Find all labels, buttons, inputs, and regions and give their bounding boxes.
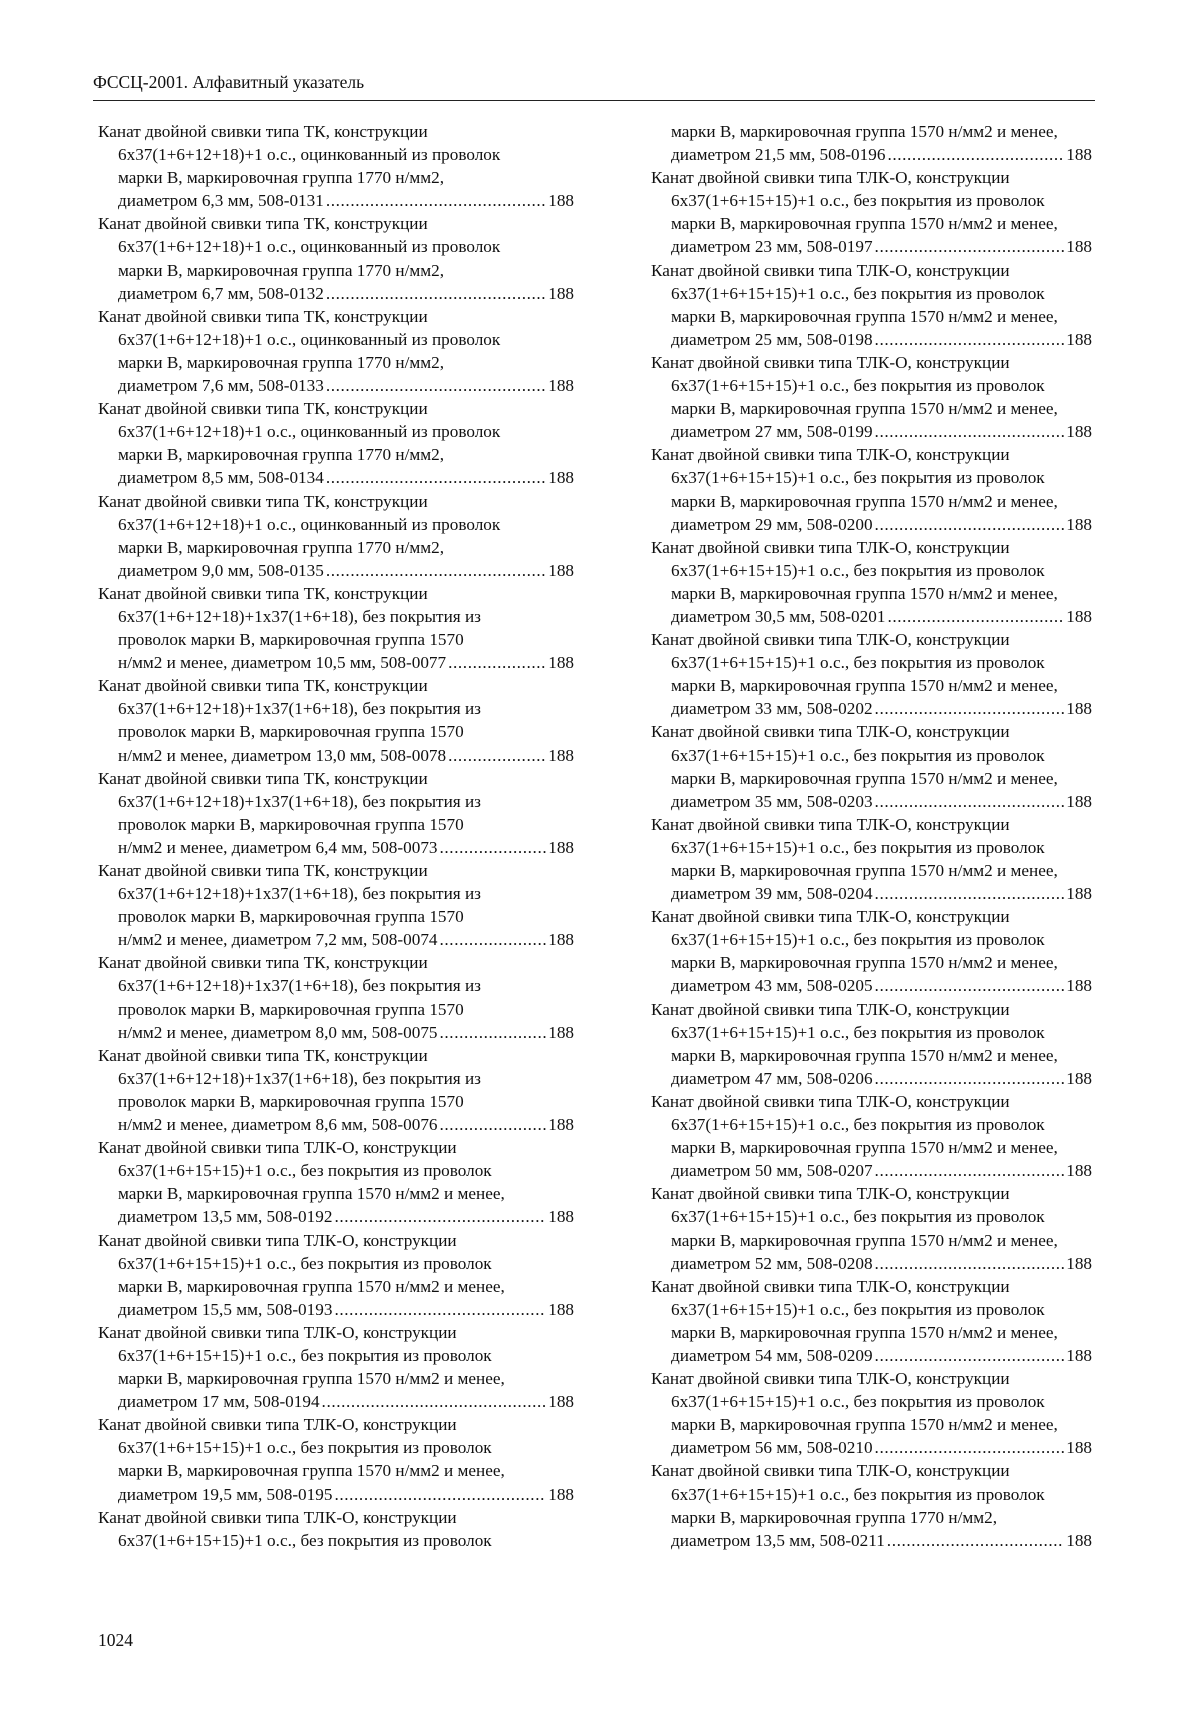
entry-line: 6х37(1+6+15+15)+1 о.с., без покрытия из проволок xyxy=(118,1161,492,1181)
entry-title-line: Канат двойной свивки типа ТЛК-О, конструкции xyxy=(98,1230,457,1250)
entry-line: 6х37(1+6+12+18)+1 о.с., оцинкованный из проволок xyxy=(118,145,501,165)
entry-line xyxy=(651,513,1092,536)
dot-leader xyxy=(440,1113,547,1136)
index-entry xyxy=(651,351,1092,443)
entry-page-ref: 188 xyxy=(548,1299,574,1319)
entry-title-line: Канат двойной свивки типа ТЛК-О, конструкции xyxy=(651,1369,1010,1389)
entry-line: 6х37(1+6+15+15)+1 о.с., без покрытия из проволок xyxy=(671,468,1045,488)
index-entry xyxy=(98,490,574,582)
entry-title-line: Канат двойной свивки типа ТЛК-О, конструкции xyxy=(651,1461,1010,1481)
dot-leader xyxy=(448,651,546,674)
dot-leader xyxy=(875,1252,1065,1275)
entry-page-ref: 188 xyxy=(1066,1161,1092,1181)
entry-page-ref: 188 xyxy=(548,191,574,211)
entry-line-text: н/мм2 и менее, диаметром 8,6 мм, 508-0076 xyxy=(118,1115,438,1135)
entry-title-line: Канат двойной свивки типа ТЛК-О, конструкции xyxy=(651,260,1010,280)
entry-title-line: Канат двойной свивки типа ТЛК-О, конструкции xyxy=(651,999,1010,1019)
entry-page-ref: 188 xyxy=(1066,1068,1092,1088)
entry-line xyxy=(98,651,574,674)
entry-line: марки В, маркировочная группа 1770 н/мм2, xyxy=(118,445,445,465)
entry-line xyxy=(651,235,1092,258)
entry-line-text: н/мм2 и менее, диаметром 10,5 мм, 508-0077 xyxy=(118,653,447,673)
entry-line: 6х37(1+6+15+15)+1 о.с., без покрытия из проволок xyxy=(671,191,1045,211)
entry-title-line: Канат двойной свивки типа ТК, конструкции xyxy=(98,491,428,511)
entry-line-text: н/мм2 и менее, диаметром 6,4 мм, 508-0073 xyxy=(118,837,438,857)
dot-leader xyxy=(887,1529,1064,1552)
entry-title-line: Канат двойной свивки типа ТЛК-О, конструкции xyxy=(651,814,1010,834)
entry-line: 6х37(1+6+15+15)+1 о.с., без покрытия из проволок xyxy=(118,1253,492,1273)
dot-leader xyxy=(887,605,1064,628)
entry-line-text: диаметром 52 мм, 508-0208 xyxy=(671,1253,873,1273)
index-entry xyxy=(98,397,574,489)
entry-title-line: Канат двойной свивки типа ТК, конструкции xyxy=(98,953,428,973)
index-entry xyxy=(98,120,574,212)
entry-line-text: диаметром 6,3 мм, 508-0131 xyxy=(118,191,324,211)
entry-title-line: Канат двойной свивки типа ТК, конструкции xyxy=(98,122,428,141)
dot-leader xyxy=(875,420,1065,443)
entry-line xyxy=(98,1298,574,1321)
entry-line: марки В, маркировочная группа 1570 н/мм2 и менее, xyxy=(671,1138,1058,1158)
entry-line xyxy=(651,1436,1092,1459)
entry-line: марки В, маркировочная группа 1570 н/мм2 и менее, xyxy=(671,122,1058,141)
entry-line-text: диаметром 39 мм, 508-0204 xyxy=(671,884,873,904)
entry-line: проволок марки В, маркировочная группа 1570 xyxy=(118,999,464,1019)
entry-line-text: диаметром 27 мм, 508-0199 xyxy=(671,422,873,442)
entry-page-ref: 188 xyxy=(1066,514,1092,534)
entry-line-text: диаметром 8,5 мм, 508-0134 xyxy=(118,468,324,488)
dot-leader xyxy=(326,559,546,582)
entry-line xyxy=(98,189,574,212)
entry-page-ref: 188 xyxy=(1066,1345,1092,1365)
dot-leader xyxy=(440,836,547,859)
index-entry xyxy=(651,905,1092,997)
entry-line xyxy=(98,1021,574,1044)
entry-line: проволок марки В, маркировочная группа 1570 xyxy=(118,907,464,927)
entry-line xyxy=(98,1113,574,1136)
entry-page-ref: 188 xyxy=(548,376,574,396)
entry-line: марки В, маркировочная группа 1570 н/мм2 и менее, xyxy=(671,1322,1058,1342)
index-entry xyxy=(98,582,574,674)
entry-title-line: Канат двойной свивки типа ТК, конструкции xyxy=(98,214,428,234)
entry-line-text: диаметром 54 мм, 508-0209 xyxy=(671,1345,873,1365)
index-entry xyxy=(651,1182,1092,1274)
entry-title-line: Канат двойной свивки типа ТК, конструкции xyxy=(98,676,428,696)
entry-line xyxy=(98,1205,574,1228)
index-entry xyxy=(651,120,1092,166)
dot-leader xyxy=(326,282,546,305)
entry-line: 6х37(1+6+12+18)+1 о.с., оцинкованный из проволок xyxy=(118,422,501,442)
index-entry xyxy=(651,720,1092,812)
entry-line: марки В, маркировочная группа 1570 н/мм2 и менее, xyxy=(671,583,1058,603)
entry-page-ref: 188 xyxy=(548,1115,574,1135)
dot-leader xyxy=(326,189,546,212)
entry-line-text: диаметром 7,6 мм, 508-0133 xyxy=(118,376,324,396)
header-title: ФССЦ-2001. Алфавитный указатель xyxy=(93,72,365,92)
entry-line xyxy=(651,1344,1092,1367)
entry-line: марки В, маркировочная группа 1770 н/мм2, xyxy=(118,168,445,188)
entry-line: 6х37(1+6+12+18)+1х37(1+6+18), без покрытия из xyxy=(118,1068,481,1088)
entry-line: 6х37(1+6+15+15)+1 о.с., без покрытия из проволок xyxy=(671,376,1045,396)
index-entry xyxy=(651,813,1092,905)
entry-line: 6х37(1+6+12+18)+1х37(1+6+18), без покрытия из xyxy=(118,884,481,904)
entry-line: 6х37(1+6+15+15)+1 о.с., без покрытия из проволок xyxy=(118,1438,492,1458)
entry-line-text: диаметром 30,5 мм, 508-0201 xyxy=(671,606,886,626)
entry-line: 6х37(1+6+15+15)+1 о.с., без покрытия из проволок xyxy=(671,1299,1045,1319)
page-number: 1024 xyxy=(98,1630,133,1650)
entry-line xyxy=(651,143,1092,166)
index-entry xyxy=(98,859,574,951)
index-entry xyxy=(98,1506,574,1552)
entry-line: 6х37(1+6+15+15)+1 о.с., без покрытия из проволок xyxy=(671,1207,1045,1227)
index-entry xyxy=(98,1136,574,1228)
entry-line: 6х37(1+6+12+18)+1х37(1+6+18), без покрытия из xyxy=(118,976,481,996)
entry-line: 6х37(1+6+15+15)+1 о.с., без покрытия из проволок xyxy=(118,1345,492,1365)
entry-line-text: диаметром 13,5 мм, 508-0211 xyxy=(671,1530,885,1550)
entry-page-ref: 188 xyxy=(548,837,574,857)
entry-page-ref: 188 xyxy=(548,1484,574,1504)
entry-line-text: н/мм2 и менее, диаметром 13,0 мм, 508-0078 xyxy=(118,745,447,765)
entry-line-text: диаметром 47 мм, 508-0206 xyxy=(671,1068,873,1088)
dot-leader xyxy=(875,790,1065,813)
entry-title-line: Канат двойной свивки типа ТЛК-О, конструкции xyxy=(651,537,1010,557)
entry-line: 6х37(1+6+15+15)+1 о.с., без покрытия из проволок xyxy=(671,560,1045,580)
entry-line-text: диаметром 21,5 мм, 508-0196 xyxy=(671,145,886,165)
entry-line: 6х37(1+6+12+18)+1 о.с., оцинкованный из проволок xyxy=(118,514,501,534)
entry-page-ref: 188 xyxy=(548,560,574,580)
entry-line: 6х37(1+6+12+18)+1х37(1+6+18), без покрытия из xyxy=(118,606,481,626)
entry-title-line: Канат двойной свивки типа ТЛК-О, конструкции xyxy=(651,352,1010,372)
entry-line xyxy=(651,420,1092,443)
entry-line xyxy=(651,1067,1092,1090)
entry-page-ref: 188 xyxy=(1066,329,1092,349)
entry-page-ref: 188 xyxy=(1066,145,1092,165)
entry-line-text: диаметром 6,7 мм, 508-0132 xyxy=(118,283,324,303)
index-column-right xyxy=(651,120,1092,1552)
entry-line-text: н/мм2 и менее, диаметром 7,2 мм, 508-0074 xyxy=(118,930,438,950)
entry-page-ref: 188 xyxy=(1066,1530,1092,1550)
dot-leader xyxy=(440,928,547,951)
index-entry xyxy=(98,951,574,1043)
entry-line-text: диаметром 56 мм, 508-0210 xyxy=(671,1438,873,1458)
dot-leader xyxy=(326,466,546,489)
entry-page-ref: 188 xyxy=(548,283,574,303)
entry-line xyxy=(651,1159,1092,1182)
entry-title-line: Канат двойной свивки типа ТЛК-О, конструкции xyxy=(651,1091,1010,1111)
entry-line: марки В, маркировочная группа 1570 н/мм2 и менее, xyxy=(671,1230,1058,1250)
entry-line xyxy=(651,1529,1092,1552)
entry-line: марки В, маркировочная группа 1570 н/мм2 и менее, xyxy=(671,676,1058,696)
entry-page-ref: 188 xyxy=(548,468,574,488)
entry-page-ref: 188 xyxy=(1066,884,1092,904)
entry-title-line: Канат двойной свивки типа ТЛК-О, конструкции xyxy=(98,1507,457,1527)
dot-leader xyxy=(326,374,546,397)
index-entry xyxy=(98,1413,574,1505)
entry-line xyxy=(651,1252,1092,1275)
index-entry xyxy=(98,674,574,766)
entry-page-ref: 188 xyxy=(548,1022,574,1042)
dot-leader xyxy=(440,1021,547,1044)
running-header xyxy=(93,70,1095,101)
entry-line: марки В, маркировочная группа 1570 н/мм2 и менее, xyxy=(671,214,1058,234)
entry-line: марки В, маркировочная группа 1570 н/мм2 и менее, xyxy=(671,861,1058,880)
entry-line: марки В, маркировочная группа 1570 н/мм2 и менее, xyxy=(671,953,1058,973)
entry-line-text: диаметром 50 мм, 508-0207 xyxy=(671,1161,873,1181)
index-entry xyxy=(98,767,574,859)
entry-title-line: Канат двойной свивки типа ТК, конструкции xyxy=(98,583,428,603)
entry-line: марки В, маркировочная группа 1770 н/мм2, xyxy=(671,1507,998,1527)
entry-title-line: Канат двойной свивки типа ТЛК-О, конструкции xyxy=(98,1138,457,1158)
entry-line: марки В, маркировочная группа 1570 н/мм2 и менее, xyxy=(118,1276,505,1296)
entry-line: проволок марки В, маркировочная группа 1570 xyxy=(118,814,464,834)
index-entry xyxy=(651,1367,1092,1459)
entry-line-text: диаметром 19,5 мм, 508-0195 xyxy=(118,1484,333,1504)
entry-line: 6х37(1+6+15+15)+1 о.с., без покрытия из проволок xyxy=(671,1392,1045,1412)
entry-line xyxy=(651,697,1092,720)
entry-line: марки В, маркировочная группа 1570 н/мм2 и менее, xyxy=(671,306,1058,326)
entry-line-text: диаметром 9,0 мм, 508-0135 xyxy=(118,560,324,580)
entry-line: 6х37(1+6+12+18)+1 о.с., оцинкованный из проволок xyxy=(118,237,501,257)
index-entry xyxy=(651,1459,1092,1551)
entry-title-line: Канат двойной свивки типа ТК, конструкции xyxy=(98,768,428,788)
entry-page-ref: 188 xyxy=(1066,422,1092,442)
index-entry xyxy=(98,305,574,397)
index-entry xyxy=(651,259,1092,351)
entry-line: проволок марки В, маркировочная группа 1570 xyxy=(118,722,464,742)
entry-line: марки В, маркировочная группа 1570 н/мм2 и менее, xyxy=(118,1369,505,1389)
dot-leader xyxy=(334,1483,546,1506)
entry-line: 6х37(1+6+12+18)+1х37(1+6+18), без покрытия из xyxy=(118,699,481,719)
dot-leader xyxy=(875,697,1065,720)
entry-line: марки В, маркировочная группа 1570 н/мм2 и менее, xyxy=(118,1461,505,1481)
entry-title-line: Канат двойной свивки типа ТЛК-О, конструкции xyxy=(651,168,1010,188)
entry-title-line: Канат двойной свивки типа ТК, конструкции xyxy=(98,399,428,419)
entry-page-ref: 188 xyxy=(548,745,574,765)
entry-line-text: н/мм2 и менее, диаметром 8,0 мм, 508-0075 xyxy=(118,1022,438,1042)
entry-line: марки В, маркировочная группа 1570 н/мм2 и менее, xyxy=(671,491,1058,511)
entry-line xyxy=(98,466,574,489)
entry-line: 6х37(1+6+15+15)+1 о.с., без покрытия из проволок xyxy=(671,653,1045,673)
entry-line: 6х37(1+6+15+15)+1 о.с., без покрытия из проволок xyxy=(671,837,1045,857)
entry-line: 6х37(1+6+12+18)+1 о.с., оцинкованный из проволок xyxy=(118,329,501,349)
entry-page-ref: 188 xyxy=(548,653,574,673)
entry-page-ref: 188 xyxy=(1066,606,1092,626)
index-entry xyxy=(651,1275,1092,1367)
entry-line xyxy=(98,1390,574,1413)
entry-line: проволок марки В, маркировочная группа 1570 xyxy=(118,1091,464,1111)
entry-page-ref: 188 xyxy=(1066,976,1092,996)
entry-title-line: Канат двойной свивки типа ТЛК-О, конструкции xyxy=(651,1184,1010,1204)
entry-line-text: диаметром 17 мм, 508-0194 xyxy=(118,1392,320,1412)
entry-line: марки В, маркировочная группа 1570 н/мм2 и менее, xyxy=(671,399,1058,419)
entry-line xyxy=(651,328,1092,351)
dot-leader xyxy=(322,1390,547,1413)
entry-line xyxy=(98,374,574,397)
dot-leader xyxy=(875,882,1065,905)
entry-line xyxy=(651,882,1092,905)
index-entry xyxy=(98,1229,574,1321)
dot-leader xyxy=(448,744,546,767)
entry-line-text: диаметром 15,5 мм, 508-0193 xyxy=(118,1299,333,1319)
entry-line: марки В, маркировочная группа 1770 н/мм2, xyxy=(118,260,445,280)
dot-leader xyxy=(875,1159,1065,1182)
entry-line: марки В, маркировочная группа 1770 н/мм2, xyxy=(118,352,445,372)
index-entry xyxy=(651,1090,1092,1182)
index-column-left xyxy=(98,120,574,1552)
entry-line-text: диаметром 35 мм, 508-0203 xyxy=(671,791,873,811)
entry-line: 6х37(1+6+15+15)+1 о.с., без покрытия из проволок xyxy=(671,745,1045,765)
dot-leader xyxy=(334,1205,546,1228)
entry-line-text: диаметром 29 мм, 508-0200 xyxy=(671,514,873,534)
dot-leader xyxy=(875,1436,1065,1459)
dot-leader xyxy=(334,1298,546,1321)
entry-line xyxy=(98,836,574,859)
index-entry xyxy=(651,443,1092,535)
entry-line: марки В, маркировочная группа 1770 н/мм2, xyxy=(118,537,445,557)
entry-line xyxy=(98,928,574,951)
entry-line: марки В, маркировочная группа 1570 н/мм2 и менее, xyxy=(671,1045,1058,1065)
entry-line: 6х37(1+6+15+15)+1 о.с., без покрытия из проволок xyxy=(118,1530,492,1550)
entry-line xyxy=(98,282,574,305)
entry-page-ref: 188 xyxy=(548,930,574,950)
entry-page-ref: 188 xyxy=(548,1207,574,1227)
entry-page-ref: 188 xyxy=(1066,1253,1092,1273)
index-entry xyxy=(651,628,1092,720)
entry-title-line: Канат двойной свивки типа ТЛК-О, конструкции xyxy=(651,722,1010,742)
entry-title-line: Канат двойной свивки типа ТЛК-О, конструкции xyxy=(651,630,1010,650)
entry-line-text: диаметром 33 мм, 508-0202 xyxy=(671,699,873,719)
entry-line xyxy=(98,744,574,767)
entry-line: марки В, маркировочная группа 1570 н/мм2 и менее, xyxy=(118,1184,505,1204)
entry-title-line: Канат двойной свивки типа ТЛК-О, конструкции xyxy=(98,1322,457,1342)
entry-line: марки В, маркировочная группа 1570 н/мм2 и менее, xyxy=(671,768,1058,788)
index-entry xyxy=(651,998,1092,1090)
entry-line: проволок марки В, маркировочная группа 1570 xyxy=(118,630,464,650)
entry-title-line: Канат двойной свивки типа ТЛК-О, конструкции xyxy=(651,1276,1010,1296)
entry-line-text: диаметром 25 мм, 508-0198 xyxy=(671,329,873,349)
dot-leader xyxy=(875,1344,1065,1367)
entry-title-line: Канат двойной свивки типа ТЛК-О, конструкции xyxy=(651,907,1010,927)
entry-line: 6х37(1+6+15+15)+1 о.с., без покрытия из проволок xyxy=(671,930,1045,950)
entry-line xyxy=(651,605,1092,628)
dot-leader xyxy=(875,974,1065,997)
index-entry xyxy=(651,166,1092,258)
entry-line xyxy=(98,1483,574,1506)
dot-leader xyxy=(875,513,1065,536)
entry-line: 6х37(1+6+12+18)+1х37(1+6+18), без покрытия из xyxy=(118,791,481,811)
entry-title-line: Канат двойной свивки типа ТК, конструкции xyxy=(98,1045,428,1065)
entry-title-line: Канат двойной свивки типа ТК, конструкции xyxy=(98,306,428,326)
entry-title-line: Канат двойной свивки типа ТЛК-О, конструкции xyxy=(98,1415,457,1435)
dot-leader xyxy=(887,143,1064,166)
entry-line-text: диаметром 43 мм, 508-0205 xyxy=(671,976,873,996)
index-entry xyxy=(651,536,1092,628)
entry-page-ref: 188 xyxy=(1066,237,1092,257)
entry-line xyxy=(651,790,1092,813)
entry-line: 6х37(1+6+15+15)+1 о.с., без покрытия из проволок xyxy=(671,1022,1045,1042)
entry-line: 6х37(1+6+15+15)+1 о.с., без покрытия из проволок xyxy=(671,1115,1045,1135)
dot-leader xyxy=(875,328,1065,351)
entry-line: марки В, маркировочная группа 1570 н/мм2 и менее, xyxy=(671,1415,1058,1435)
entry-title-line: Канат двойной свивки типа ТК, конструкции xyxy=(98,861,428,880)
index-entry xyxy=(98,1044,574,1136)
entry-title-line: Канат двойной свивки типа ТЛК-О, конструкции xyxy=(651,445,1010,465)
entry-line-text: диаметром 13,5 мм, 508-0192 xyxy=(118,1207,333,1227)
entry-line xyxy=(651,974,1092,997)
entry-line: 6х37(1+6+15+15)+1 о.с., без покрытия из проволок xyxy=(671,283,1045,303)
dot-leader xyxy=(875,1067,1065,1090)
dot-leader xyxy=(875,235,1065,258)
entry-line: 6х37(1+6+15+15)+1 о.с., без покрытия из проволок xyxy=(671,1484,1045,1504)
entry-page-ref: 188 xyxy=(1066,699,1092,719)
entry-page-ref: 188 xyxy=(548,1392,574,1412)
entry-line xyxy=(98,559,574,582)
entry-page-ref: 188 xyxy=(1066,1438,1092,1458)
index-entry xyxy=(98,1321,574,1413)
entry-page-ref: 188 xyxy=(1066,791,1092,811)
entry-line-text: диаметром 23 мм, 508-0197 xyxy=(671,237,873,257)
index-entry xyxy=(98,212,574,304)
